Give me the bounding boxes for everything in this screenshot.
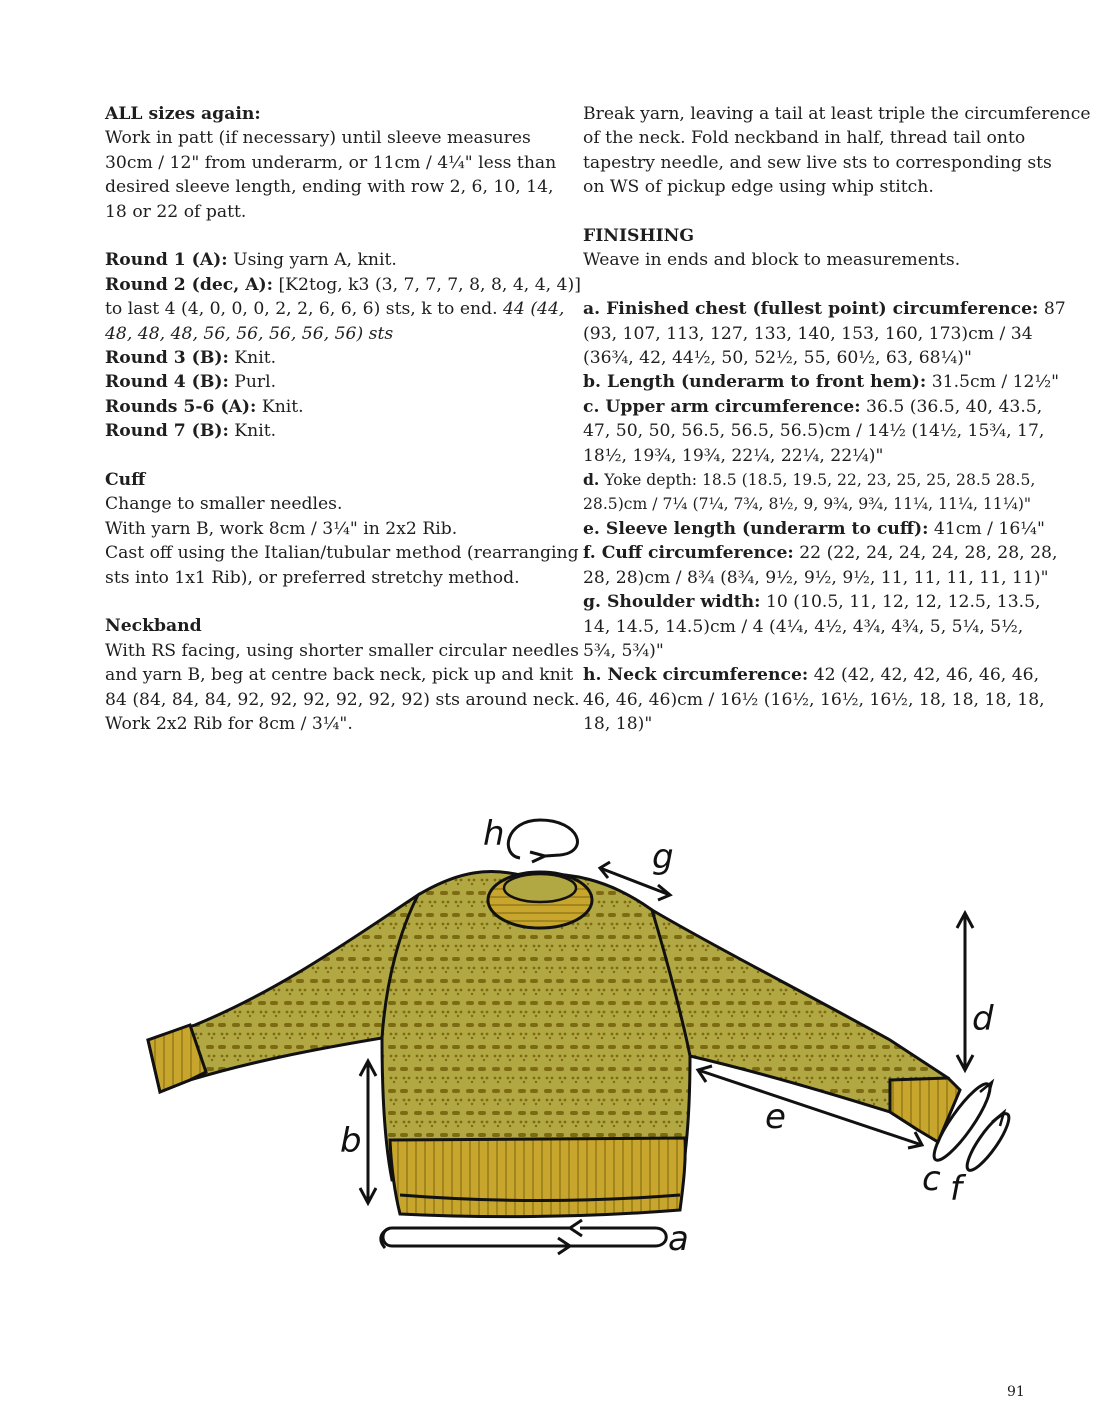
measure-f-arrow [961,1109,1015,1175]
round-3: Round 3 (B): Knit. [105,348,277,369]
intro-line: of the neck. Fold neckband in half, thread tail onto [583,128,1026,149]
measure-c-line: 47, 50, 50, 56.5, 56.5, 56.5)cm / 14½ (14½, 15¾, 17, [583,421,1045,442]
right-column [583,102,1091,737]
measure-a-arrow [383,1228,666,1246]
neckband-line: and yarn B, beg at centre back neck, pick up and knit [105,665,574,686]
all-sizes-heading: ALL sizes again: [105,104,261,124]
neckband-line: 84 (84, 84, 84, 92, 92, 92, 92, 92, 92) sts around neck. [105,689,580,710]
round-4: Round 4 (B): Purl. [105,372,277,393]
round-2-line-3: 48, 48, 48, 56, 56, 56, 56, 56) sts [105,323,394,344]
measure-c: c. Upper arm circumference: 36.5 (36.5, 40, 43.5, [583,396,1043,417]
all-sizes-line: Work in patt (if necessary) until sleeve measures [105,128,531,149]
letter-d: d [972,999,994,1039]
all-sizes-line: 30cm / 12" from underarm, or 11cm / 4¼" less than [105,152,557,173]
neckband-line: With RS facing, using shorter smaller circular needles [105,640,579,661]
measure-d-line: 28.5)cm / 7¼ (7¼, 7¾, 8½, 9, 9¾, 9¾, 11¼, 11¼, 11¼)" [583,495,1032,514]
measure-e: e. Sleeve length (underarm to cuff): 41cm / 16¼" [583,518,1045,539]
round-1: Round 1 (A): Using yarn A, knit. [105,250,397,271]
cuff-heading: Cuff [105,470,146,491]
neckband-line: Work 2x2 Rib for 8cm / 3¼". [105,714,353,735]
round-2: Round 2 (dec, A): [K2tog, k3 (3, 7, 7, 7, 8, 8, 4, 4, 4)] [105,274,581,295]
measure-g-line: 14, 14.5, 14.5)cm / 4 (4¼, 4½, 4¾, 4¾, 5, 5¼, 5½, [583,616,1024,637]
round-7: Round 7 (B): Knit. [105,421,277,442]
letter-c: c [922,1159,941,1199]
finishing-text: Weave in ends and block to measurements. [583,250,961,271]
rounds-5-6: Rounds 5-6 (A): Knit. [105,396,304,417]
letter-g: g [652,837,674,877]
neckband-heading: Neckband [105,616,202,637]
letter-e: e [765,1097,786,1137]
measure-f: f. Cuff circumference: 22 (22, 24, 24, 24, 28, 28, 28, [583,543,1058,564]
all-sizes-line: desired sleeve length, ending with row 2, 6, 10, 14, [105,177,554,198]
measure-b: b. Length (underarm to front hem): 31.5cm / 12½" [583,372,1060,393]
page-number: 91 [1007,1384,1025,1400]
hem-rib [390,1138,685,1217]
measure-a-line: (93, 107, 113, 127, 133, 140, 153, 160, 173)cm / 34 [583,323,1033,344]
right-cuff [890,1078,960,1142]
cuff-line: With yarn B, work 8cm / 3¼" in 2x2 Rib. [105,518,458,539]
letter-b: b [340,1121,362,1161]
measure-h-line: 18, 18)" [583,714,653,735]
cuff-line: Cast off using the Italian/tubular method (rearranging [105,543,579,564]
intro-line: tapestry needle, and sew live sts to corresponding sts [583,152,1052,173]
measure-d: d. Yoke depth: 18.5 (18.5, 19.5, 22, 23, 25, 25, 28.5 28.5, [583,470,1036,490]
intro-line: on WS of pickup edge using whip stitch. [583,177,934,198]
finishing-heading: FINISHING [583,226,695,247]
intro-line: Break yarn, leaving a tail at least triple the circumference [583,104,1091,124]
measure-h: h. Neck circumference: 42 (42, 42, 42, 46, 46, 46, [583,665,1040,686]
cuff-line: Change to smaller needles. [105,494,343,515]
cuff-line: sts into 1x1 Rib), or preferred stretchy method. [105,567,520,588]
round-2-line-2: to last 4 (4, 0, 0, 0, 2, 2, 6, 6, 6) sts, k to end. 44 (44, [105,299,565,320]
measure-a: a. Finished chest (fullest point) circumference: 87 [583,299,1066,320]
letter-h: h [483,814,505,854]
all-sizes-line: 18 or 22 of patt. [105,201,247,222]
measure-g: g. Shoulder width: 10 (10.5, 11, 12, 12, 12.5, 13.5, [583,592,1041,613]
letter-f: f [950,1169,962,1209]
measure-f-line: 28, 28)cm / 8¾ (8¾, 9½, 9½, 9½, 11, 11, 11, 11, 11)" [583,567,1049,588]
letter-a: a [668,1219,689,1259]
left-column [105,102,581,737]
measure-h-line: 46, 46, 46)cm / 16½ (16½, 16½, 16½, 18, 18, 18, 18, [583,689,1045,710]
sweater-schematic [100,800,1040,1260]
measure-a-line: (36¾, 42, 44½, 50, 52½, 55, 60½, 63, 68¼)" [583,348,972,369]
measure-c-line: 18½, 19¾, 19¾, 22¼, 22¼, 22¼)" [583,445,884,466]
measure-h-arrow [508,820,577,858]
measure-g-line: 5¾, 5¾)" [583,640,664,661]
